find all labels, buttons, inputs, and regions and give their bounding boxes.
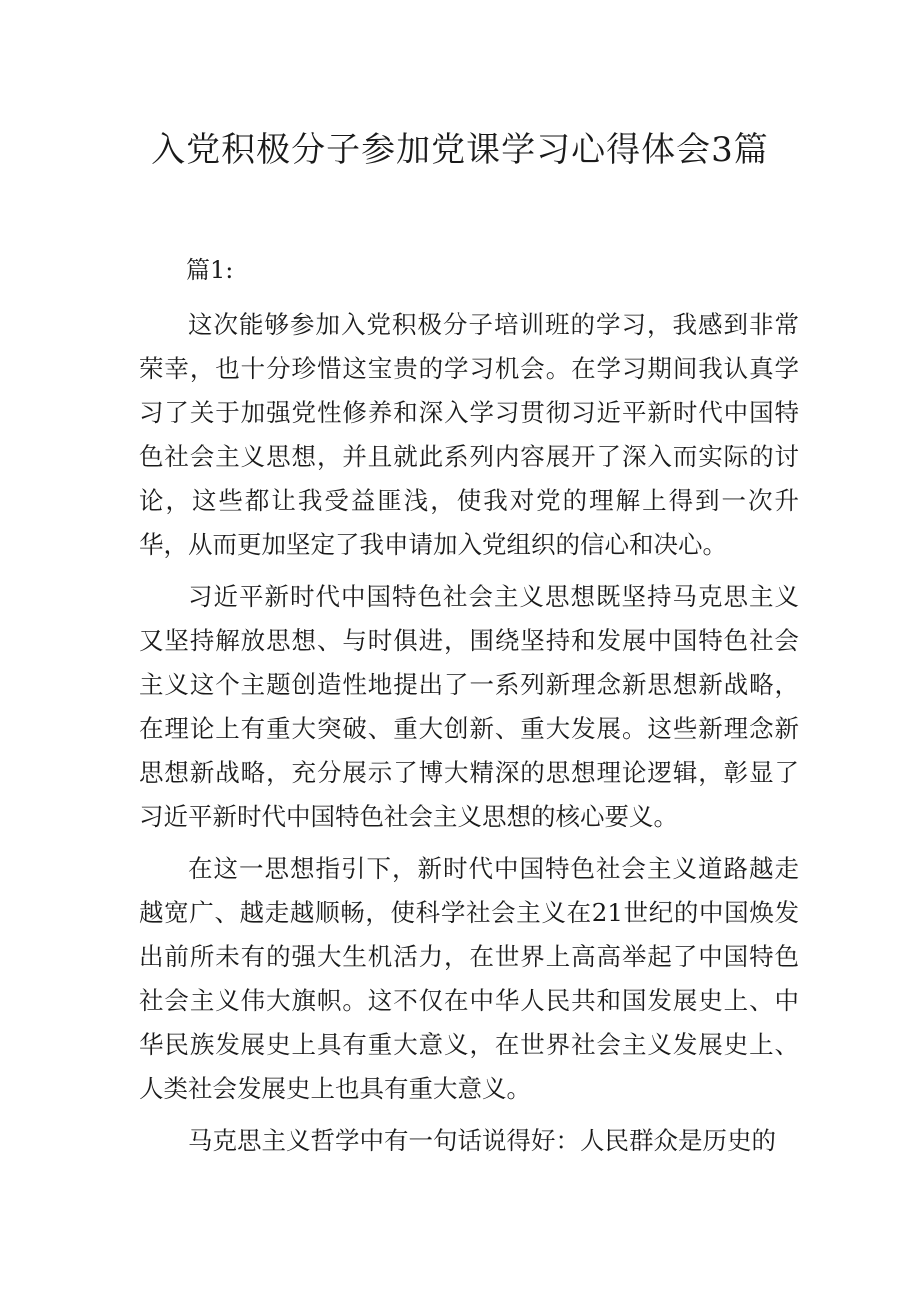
paragraph-3: 在这一思想指引下，新时代中国特色社会主义道路越走越宽广、越走越顺畅，使科学社会主义在21世纪的中国焕发出前所未有的强大生机活力，在世界上高高举起了中国特色社会主义伟大旗帜。这不仅在中华人民共和国发展史上、中华民族发展史上具有重大意义，在世界社会主义发展史上、人类社会发展史上也具有重大意义。: [139, 854, 799, 1103]
paragraph-2: 习近平新时代中国特色社会主义思想既坚持马克思主义又坚持解放思想、与时俱进，围绕坚持和发展中国特色社会主义这个主题创造性地提出了一系列新理念新思想新战略，在理论上有重大突破、重大创新、重大发展。这些新理念新思想新战略，充分展示了博大精深的思想理论逻辑，彰显了习近平新时代中国特色社会主义思想的核心要义。: [139, 582, 799, 831]
paragraph-4: 马克思主义哲学中有一句话说得好：人民群众是历史的: [188, 1126, 776, 1155]
paragraph-1: 这次能够参加入党积极分子培训班的学习，我感到非常荣幸，也十分珍惜这宝贵的学习机会。在学习期间我认真学习了关于加强党性修养和深入学习贯彻习近平新时代中国特色社会主义思想，并且就此系列内容展开了深入而实际的讨论，这些都让我受益匪浅，使我对党的理解上得到一次升华，从而更加坚定了我申请加入党组织的信心和决心。: [139, 310, 799, 559]
document-title: 入党积极分子参加党课学习心得体会3篇: [151, 130, 769, 170]
section-label: 篇1:: [186, 256, 234, 284]
